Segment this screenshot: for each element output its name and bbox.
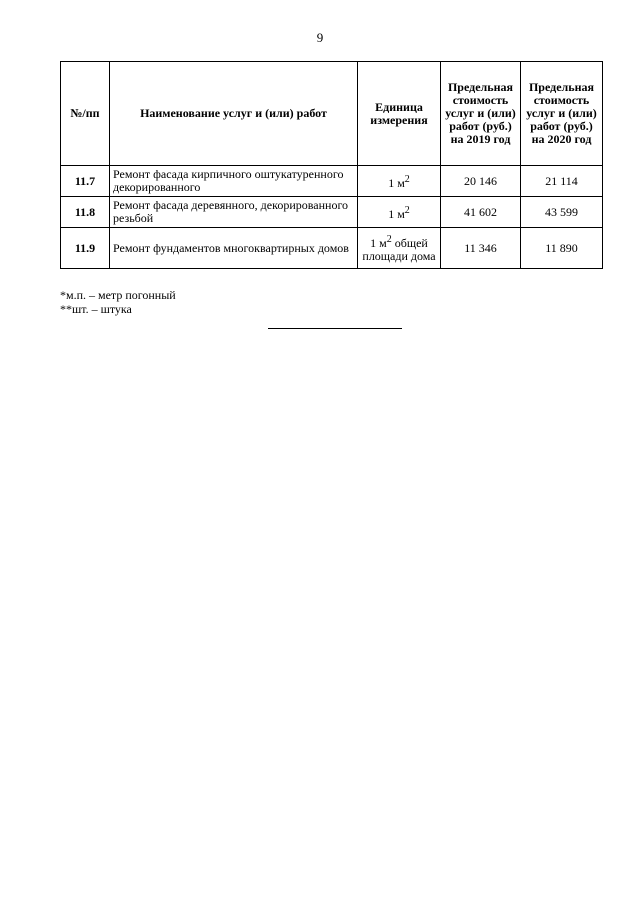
row-price-2019: 20 146: [441, 166, 521, 197]
unit-base: 1 м: [388, 206, 405, 221]
unit-base: 1 м: [388, 175, 405, 190]
table-row: [61, 166, 603, 197]
row-unit: [358, 228, 441, 269]
header-name: Наименование услуг и (или) работ: [110, 62, 358, 166]
table-row: [61, 228, 603, 269]
unit-superscript: 2: [404, 204, 410, 216]
row-number: 11.7: [61, 166, 110, 197]
row-price-2019: 11 346: [441, 228, 521, 269]
header-unit: Единица измерения: [358, 62, 441, 166]
price-table: [60, 61, 603, 269]
unit-base: 1 м: [370, 236, 387, 250]
header-num: №/пп: [61, 62, 110, 166]
unit-superscript: 2: [404, 173, 410, 185]
row-price-2020: 11 890: [521, 228, 603, 269]
row-service-name: Ремонт фундаментов многоквартирных домов: [110, 228, 358, 269]
footnote-linear-meter: *м.п. – метр погонный: [60, 288, 176, 302]
table-header-row: [61, 62, 603, 166]
row-number: 11.8: [61, 197, 110, 228]
row-service-name: Ремонт фасада деревянного, декорированного резьбой: [110, 197, 358, 228]
end-of-document-line: [268, 328, 402, 329]
header-price-2020: Предельная стоимость услуг и (или) работ (руб.) на 2020 год: [521, 62, 603, 166]
row-price-2020: 43 599: [521, 197, 603, 228]
table-row: [61, 197, 603, 228]
unit-superscript: 2: [386, 234, 392, 245]
row-service-name: Ремонт фасада кирпичного оштукатуренного декорированного: [110, 166, 358, 197]
footnotes: [60, 288, 176, 316]
row-price-2020: 21 114: [521, 166, 603, 197]
row-unit: [358, 166, 441, 197]
footnote-piece: **шт. – штука: [60, 302, 132, 316]
row-unit: [358, 197, 441, 228]
row-price-2019: 41 602: [441, 197, 521, 228]
page-number: 9: [316, 30, 324, 45]
header-price-2019: Предельная стоимость услуг и (или) работ (руб.) на 2019 год: [441, 62, 521, 166]
unit-rest: общей площади дома: [362, 236, 436, 263]
row-number: 11.9: [61, 228, 110, 269]
